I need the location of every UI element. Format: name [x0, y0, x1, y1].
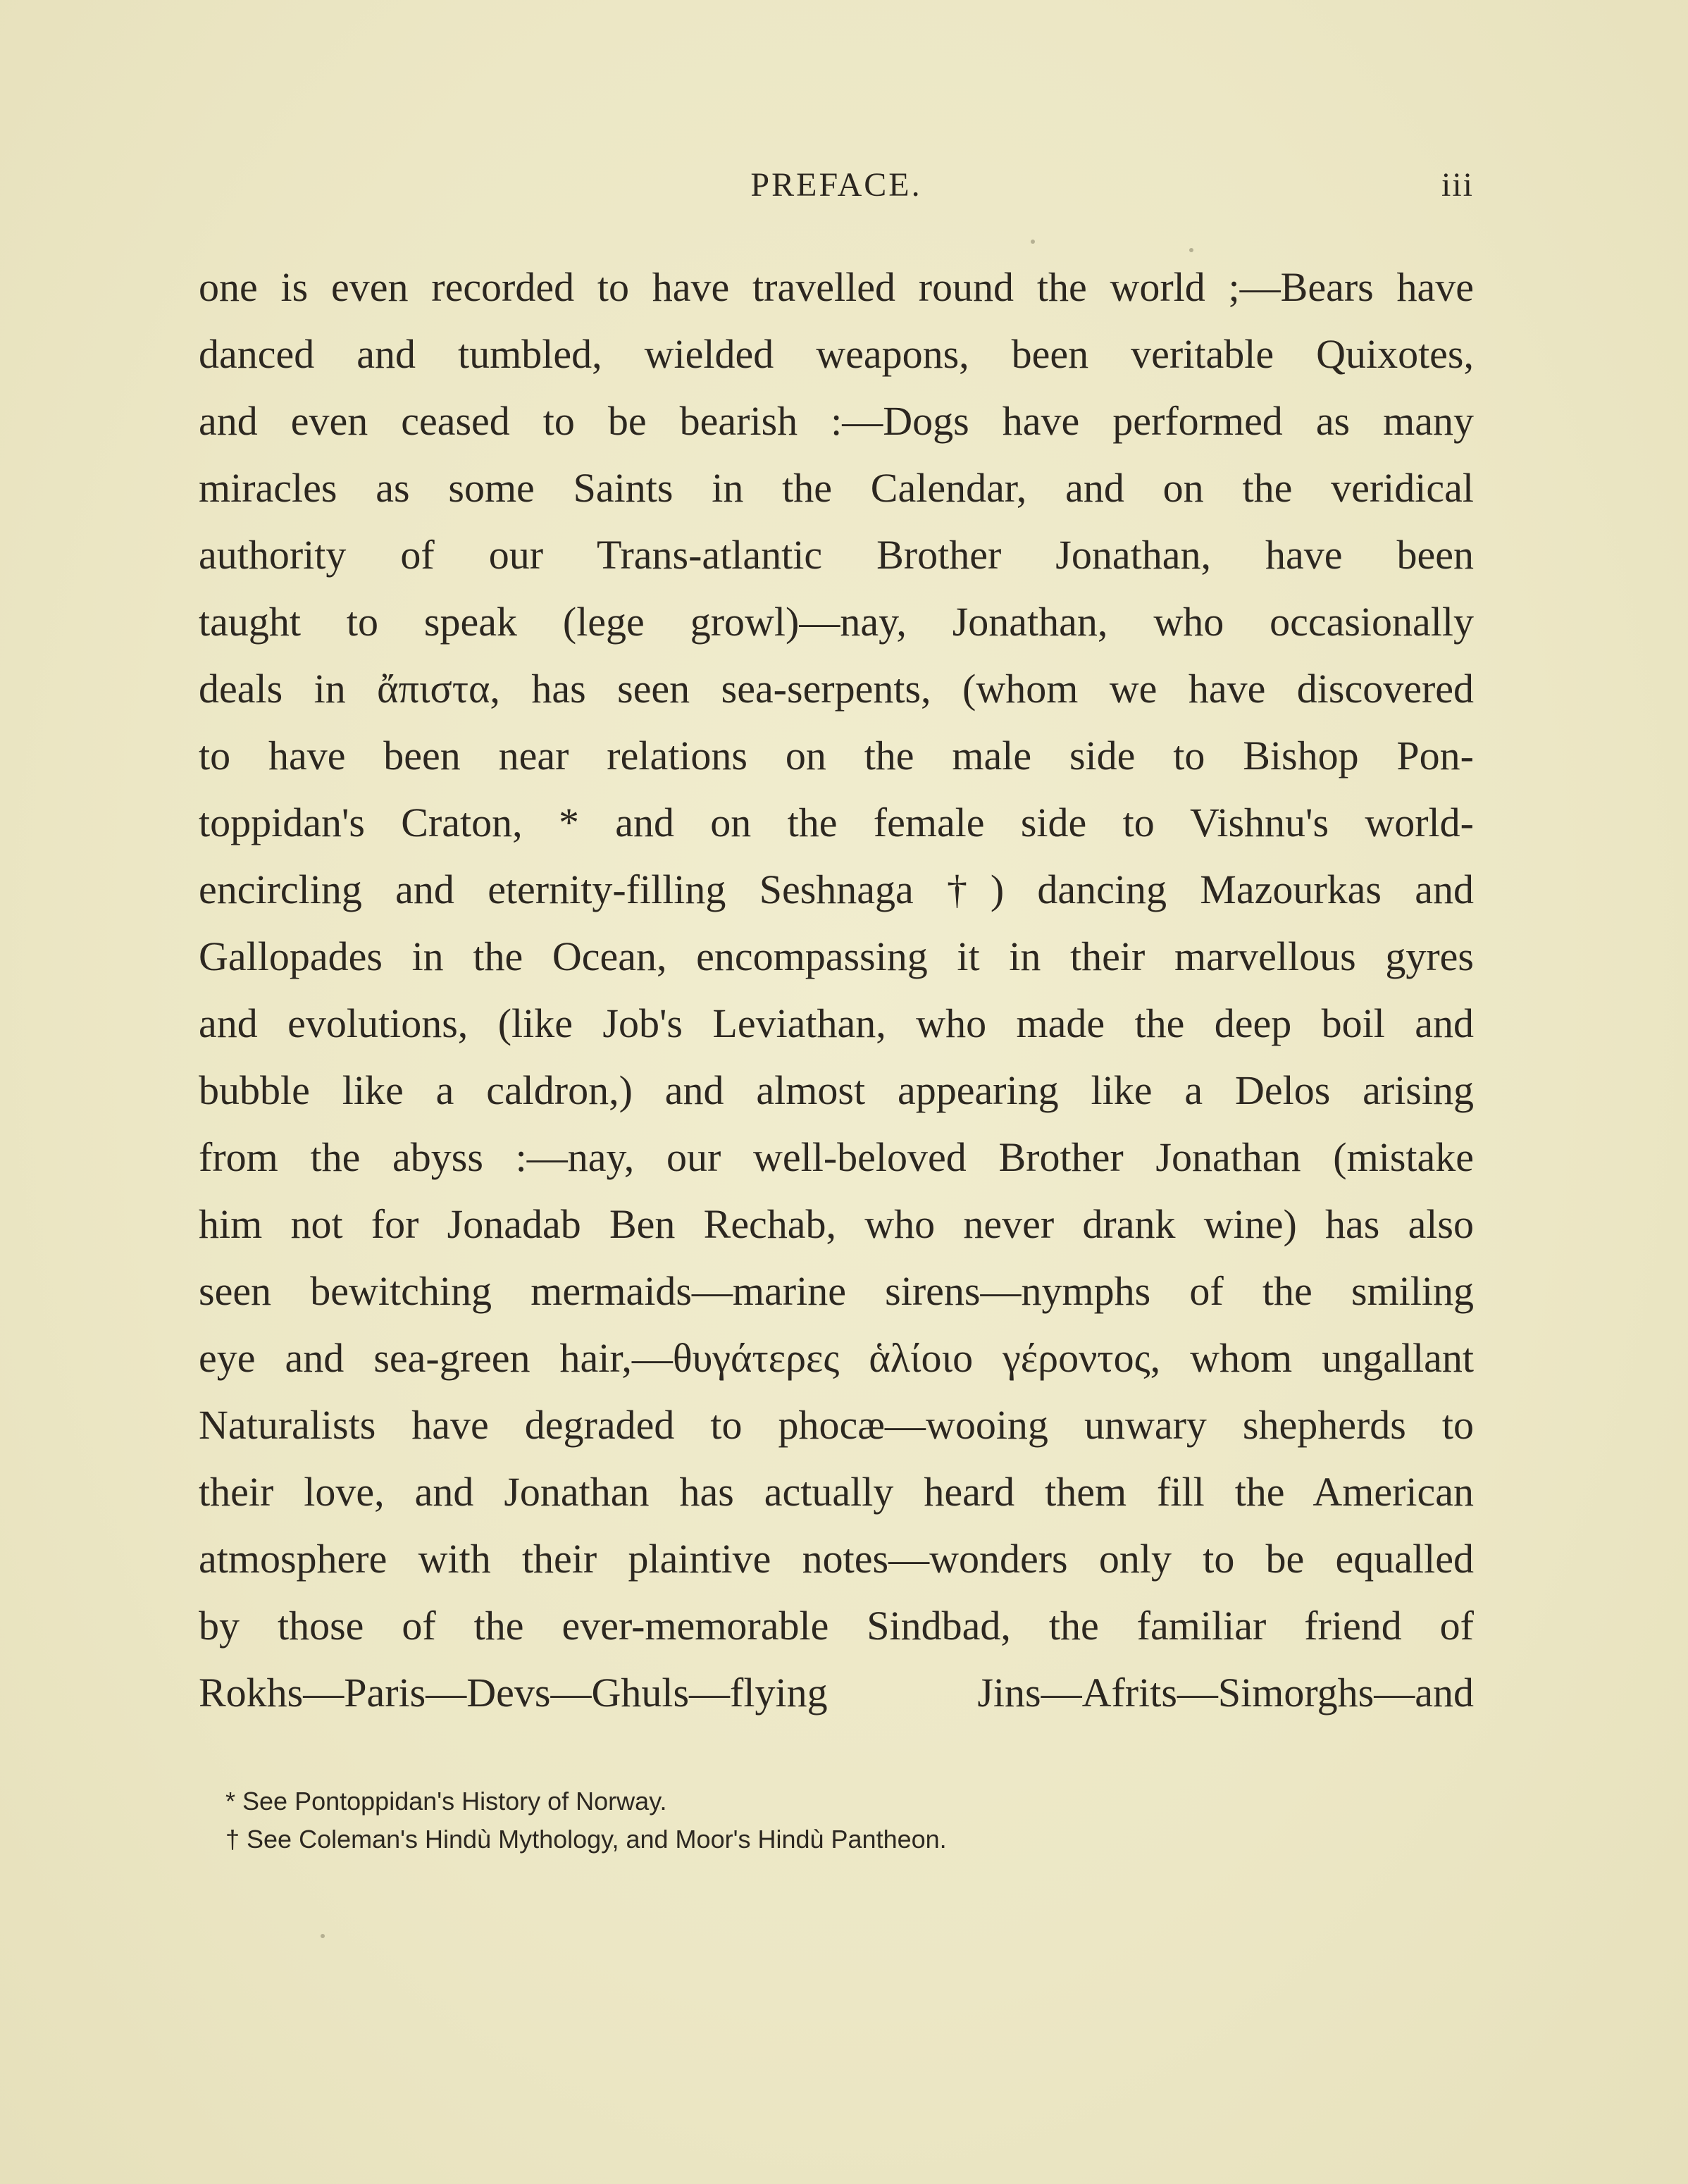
paper-speck [1189, 248, 1193, 252]
text-line-11: Gallopades in the Ocean, encompassing it in their marvellous gyres [199, 933, 1474, 979]
text-line-13: bubble like a caldron,) and almost appearing like a Delos arising [199, 1067, 1474, 1113]
text-line-8: to have been near relations on the male side to Bishop Pon- [199, 733, 1474, 778]
text-line-1: one is even recorded to have travelled round the world ;—Bears have [199, 264, 1474, 310]
text-line-10: encircling and eternity-filling Seshnaga †) dancing Mazourkas and [199, 867, 1474, 912]
text-line-15: him not for Jonadab Ben Rechab, who never drank wine) has also [199, 1201, 1474, 1247]
body-text [199, 254, 1474, 1726]
text-line-19: their love, and Jonathan has actually heard them fill the American [199, 1469, 1474, 1515]
text-line-16: seen bewitching mermaids—marine sirens—nymphs of the smiling [199, 1268, 1474, 1314]
page-title: PREFACE. [750, 166, 922, 204]
text-line-9: toppidan's Craton, * and on the female side to Vishnu's world- [199, 800, 1474, 845]
footnote-1: * See Pontoppidan's History of Norway. [225, 1787, 667, 1816]
paper-speck [321, 1934, 325, 1938]
text-line-6: taught to speak (lege growl)—nay, Jonathan, who occasionally [199, 599, 1474, 645]
text-line-2: danced and tumbled, wielded weapons, been veritable Quixotes, [199, 331, 1474, 377]
text-line-17: eye and sea-green hair,—θυγάτερες ἁλίοιο γέροντος, whom ungallant [199, 1335, 1474, 1381]
text-line-5: authority of our Trans-atlantic Brother Jonathan, have been [199, 532, 1474, 578]
text-line-18: Naturalists have degraded to phocæ—wooing unwary shepherds to [199, 1402, 1474, 1448]
text-line-22: Rokhs—Paris—Devs—Ghuls—flying Jins—Afrits—Simorghs—and [199, 1670, 1474, 1715]
page-number: iii [1441, 166, 1474, 204]
paper-speck [1031, 240, 1035, 244]
text-line-7: deals in ἄπιστα, has seen sea-serpents, (whom we have discovered [199, 666, 1474, 712]
footnote-2: † See Coleman's Hindù Mythology, and Moor's Hindù Pantheon. [225, 1825, 947, 1854]
running-head [199, 161, 1474, 210]
text-line-4: miracles as some Saints in the Calendar, and on the veridical [199, 465, 1474, 511]
text-line-12: and evolutions, (like Job's Leviathan, who made the deep boil and [199, 1000, 1474, 1046]
footnotes [225, 1782, 1212, 1859]
text-line-21: by those of the ever-memorable Sindbad, the familiar friend of [199, 1603, 1474, 1649]
text-line-3: and even ceased to be bearish :—Dogs have performed as many [199, 398, 1474, 444]
text-line-14: from the abyss :—nay, our well-beloved Brother Jonathan (mistake [199, 1134, 1474, 1180]
text-line-20: atmosphere with their plaintive notes—wonders only to be equalled [199, 1536, 1474, 1582]
